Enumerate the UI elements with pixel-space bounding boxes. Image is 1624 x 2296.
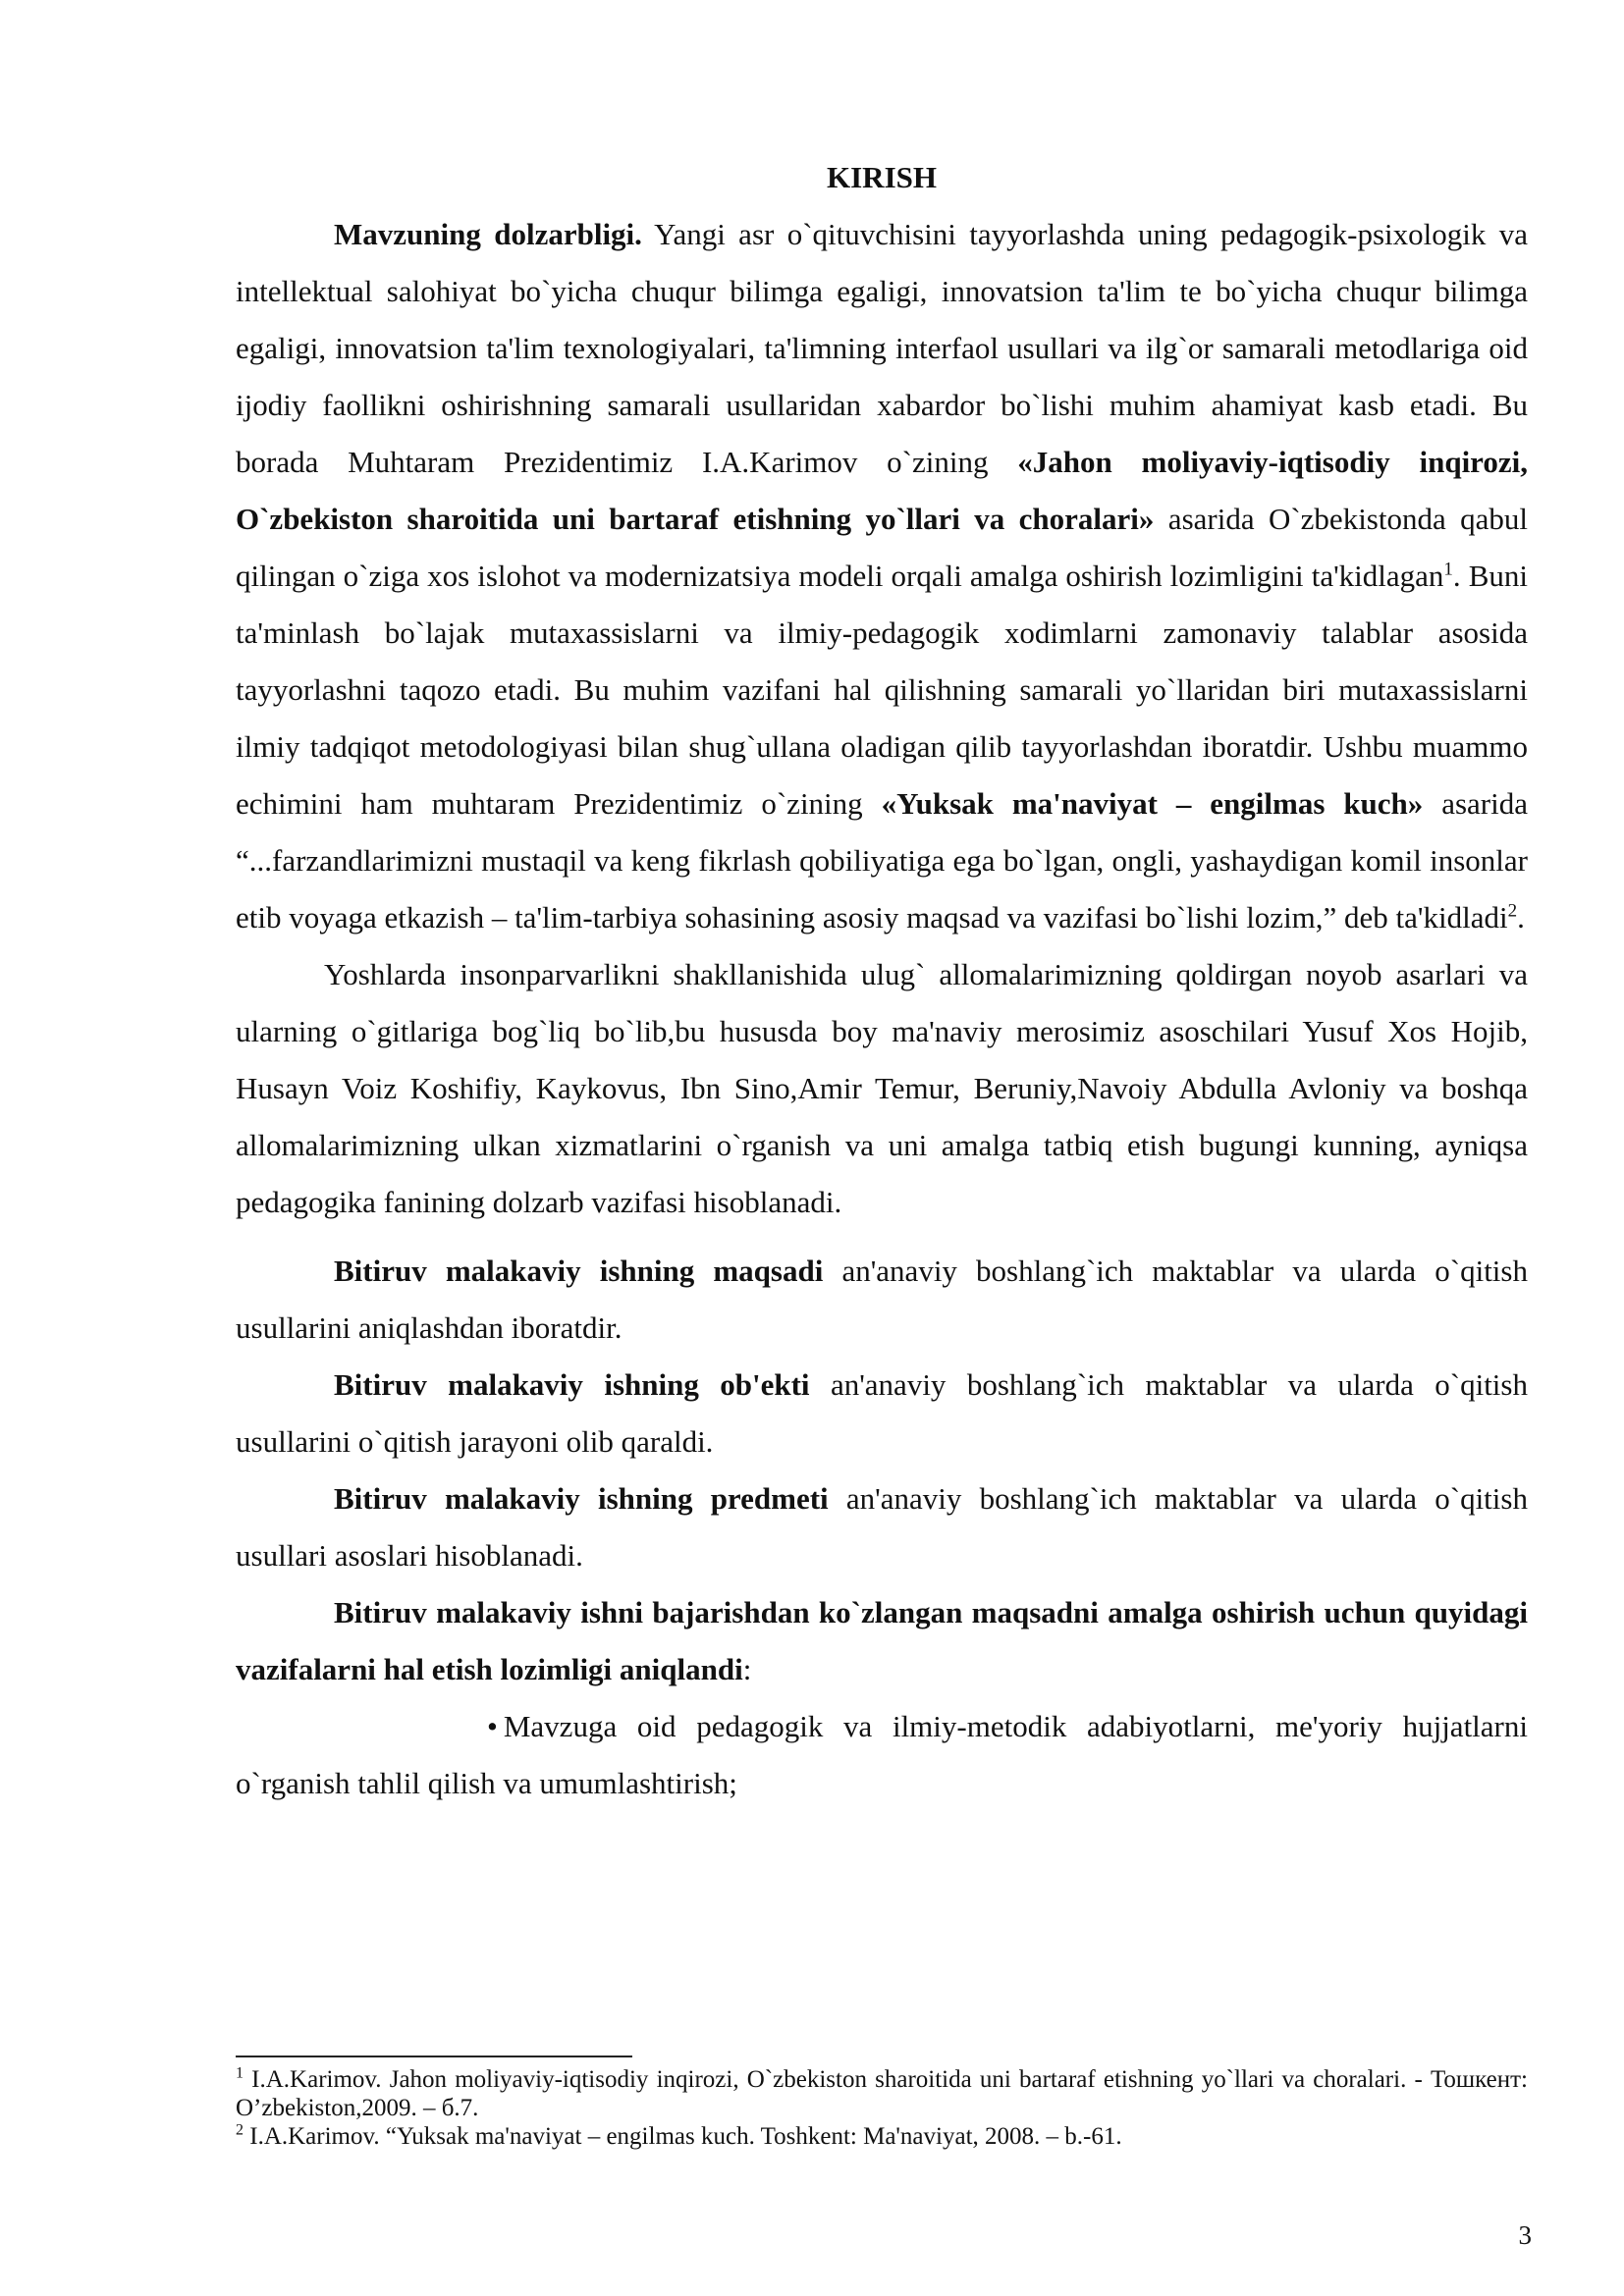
footnote-number: 2 [236, 2121, 244, 2139]
paragraph-text: an'anaviy boshlang`ich maktablar va ularda o`qitish usullarini aniqlashdan iboratdir. [236, 1254, 1528, 1345]
footnote-number: 1 [236, 2064, 244, 2082]
paragraph-text: asarida O`zbekistonda qabul qilingan o`ziga xos islohot va modernizatsiya modeli orqali amalga oshirish lozimligini ta'kidlagan [236, 502, 1528, 593]
page-number: 3 [1518, 2220, 1532, 2250]
paragraph-tasks [236, 1584, 1528, 1698]
bullet-icon: • [487, 1709, 498, 1743]
footnote-2 [236, 2122, 1528, 2151]
tasks-label: Bitiruv malakaviy ishni bajarishdan ko`zlangan maqsadni amalga oshirish uchun quyidagi vazifalarni hal etish lozimligi aniqlandi [236, 1595, 1528, 1686]
footnote-text: I.A.Karimov. “Yuksak ma'naviyat – engilmas kuch. Toshkent: Ma'naviyat, 2008. – b.-61. [244, 2123, 1122, 2150]
paragraph-text: . [1517, 900, 1525, 934]
list-item-text: Mavzuga oid pedagogik va ilmiy-metodik adabiyotlarni, me'yoriy hujjatlarni o`rganish tahlil qilish va umumlashtirish; [236, 1709, 1528, 1800]
object-label: Bitiruv malakaviy ishning ob'ekti [334, 1367, 810, 1402]
paragraph-text: an'anaviy boshlang`ich maktablar va ularda o`qitish usullarini o`qitish jarayoni olib qaraldi. [236, 1367, 1528, 1459]
paragraph-subject [236, 1470, 1528, 1584]
book-title-crisis: «Jahon moliyaviy-iqtisodiy inqirozi, O`zbekiston sharoitida uni bartaraf etishning yo`llari va choralari» [236, 445, 1529, 536]
paragraph-purpose [236, 1243, 1528, 1357]
footnote-1 [236, 2065, 1528, 2122]
paragraph-object [236, 1357, 1528, 1470]
book-title-spirituality: «Yuksak ma'naviyat – engilmas kuch» [881, 786, 1424, 821]
paragraph-text: : [742, 1652, 752, 1686]
page-title: KIRISH [827, 160, 937, 194]
footnote-ref-1[interactable]: 1 [1443, 559, 1453, 580]
purpose-label: Bitiruv malakaviy ishning maqsadi [334, 1254, 824, 1288]
relevance-heading: Mavzuning dolzarbligi. [334, 217, 642, 251]
paragraph-relevance [236, 206, 1528, 946]
paragraph-text: asarida “...farzandlarimizni mustaqil va keng fikrlash qobiliyatiga ega bo`lgan, ongli, yashaydigan komil insonlar etib voyaga etkazish – ta'lim-tarbiya sohasining asosiy maqsad va vazifasi bo`lishi lozim,” deb ta'kidladi [236, 786, 1529, 934]
list-item [236, 1698, 1528, 1812]
footnotes [236, 2065, 1528, 2151]
subject-label: Bitiruv malakaviy ishning predmeti [334, 1481, 829, 1516]
footnote-ref-2[interactable]: 2 [1507, 900, 1518, 922]
paragraph-text: Yangi asr o`qituvchisini tayyorlashda uning pedagogik-psixologik va intellektual salohiyat bo`yicha chuqur bilimga egaligi, innovatsion ta'lim te bo`yicha chuqur bilimga egaligi, innovatsion ta'lim texnologiyalari, ta'limning interfaol usullari va ilg`or samarali metodlariga oid ijodiy faollikni oshirishning samarali usullaridan xabardor bo`lishi muhim ahamiyat kasb etadi. Bu borada Muhtaram Prezidentimiz I.A.Karimov o`zining [236, 217, 1529, 479]
paragraph-text: an'anaviy boshlang`ich maktablar va ularda o`qitish usullari asoslari hisoblanadi. [236, 1481, 1528, 1573]
paragraph-text: . Buni ta'minlash bo`lajak mutaxassislarni va ilmiy-pedagogik xodimlarni zamonaviy talablar asosida tayyorlashni taqozo etadi. Bu muhim vazifani hal qilishning samarali yo`llaridan biri mutaxassislarni ilmiy tadqiqot metodologiyasi bilan shug`ullana oladigan qilib tayyorlashdan iboratdir. Ushbu muammo echimini ham muhtaram Prezidentimiz o`zining [236, 559, 1528, 821]
body-text [236, 149, 1528, 1812]
footnote-separator [236, 2056, 632, 2057]
paragraph-humanism: Yoshlarda insonparvarlikni shakllanishida ulug` allomalarimizning qoldirgan noyob asarlari va ularning o`gitlariga bog`liq bo`lib,bu hususda boy ma'naviy merosimiz asoschilari Yusuf Xos Hojib, Husayn Voiz Koshifiy, Kaykovus, Ibn Sino,Amir Temur, Beruniy,Navoiy Abdulla Avloniy va boshqa allomalarimizning ulkan xizmatlarini o`rganish va uni amalga tatbiq etish bugungi kunning, ayniqsa pedagogika fanining dolzarb vazifasi hisoblanadi. [236, 957, 1528, 1219]
footnote-text: I.A.Karimov. Jahon moliyaviy-iqtisodiy inqirozi, O`zbekiston sharoitida uni bartaraf etishning yo`llari va choralari. - Тошкент: O’zbekiston,2009. – б.7. [236, 2066, 1528, 2121]
